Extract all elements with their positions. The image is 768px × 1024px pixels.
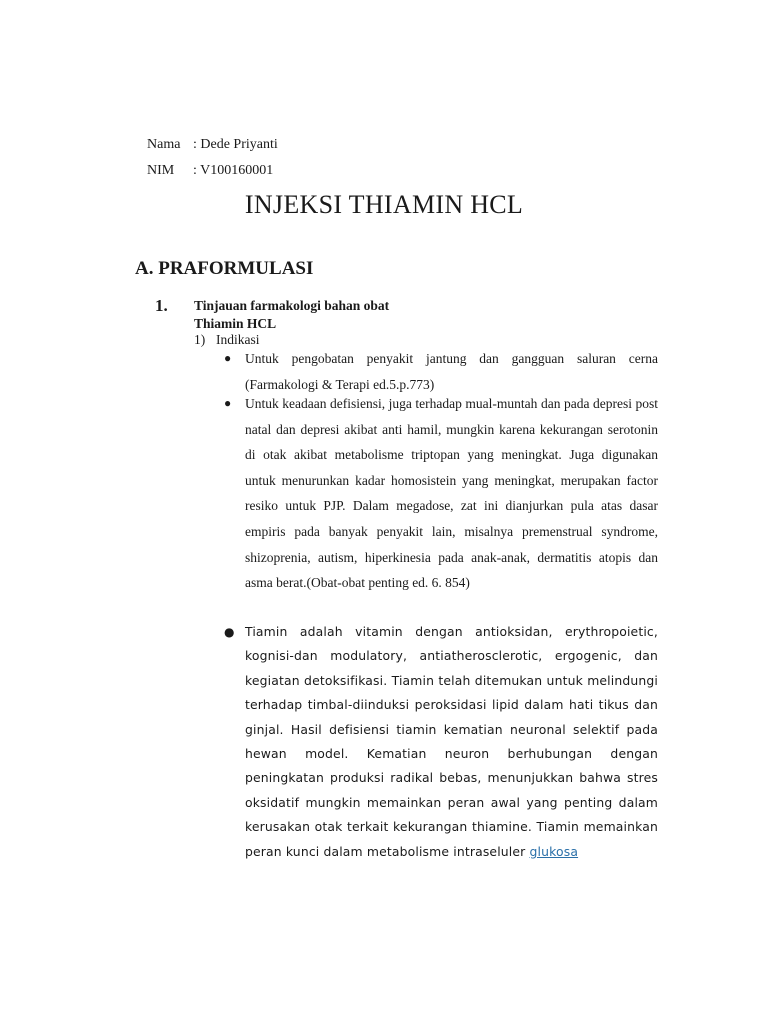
name-label: Nama xyxy=(147,137,181,152)
name-value: : Dede Priyanti xyxy=(193,137,278,152)
section-heading: A. PRAFORMULASI xyxy=(135,258,314,279)
bullet-dot-icon: ● xyxy=(224,625,235,639)
nim-label: NIM xyxy=(147,163,175,178)
subsection-title: Tinjauan farmakologi bahan obat xyxy=(194,298,390,313)
identity-name-row xyxy=(147,137,278,153)
indikasi-number: 1) xyxy=(194,332,206,347)
bullet-text-3: Tiamin adalah vitamin dengan antioksidan, erythropoietic, kognisi-dan modulatory, antiatherosclerotic, ergogenic, dan kegiatan detoksifikasi. Tiamin telah ditemukan untuk melindungi terhadap timbal-diinduksi peroksidasi lipid dalam hati tikus dan ginjal. Hasil defisiensi tiamin kematian neuronal selektif pada hewan model. Kematian neuron berhubungan dengan peningkatan produksi radikal bebas, menunjukkan bahwa stres oksidatif mungkin memainkan peran awal yang penting dalam kerusakan otak terkait kekurangan thiamine. Tiamin memainkan peran kunci dalam metabolisme intraseluler xyxy=(245,624,658,859)
document-title: INJEKSI THIAMIN HCL xyxy=(244,190,524,219)
bullet-item-1 xyxy=(224,346,658,397)
identity-nim-row xyxy=(147,163,273,179)
subsection-number: 1. xyxy=(155,296,168,315)
bullet-item-3 xyxy=(224,620,658,864)
nim-value: : V100160001 xyxy=(193,163,274,178)
bullet-dot-icon: ● xyxy=(224,351,232,365)
glukosa-link[interactable]: glukosa xyxy=(529,843,579,859)
bullet-text-2: Untuk keadaan defisiensi, juga terhadap mual-muntah dan pada depresi post natal dan depresi akibat anti hamil, mungkin karena kekurangan serotonin di otak akibat metabolisme triptopan yang meningkat. Juga digunakan untuk menurunkan kadar homosistein yang meningkat, merupakan factor resiko untuk PJP. Dalam megadose, zat ini dianjurkan pula atas dasar empiris pada banyak penyakit lain, misalnya premenstrual syndrome, shizoprenia, autism, hiperkinesia pada anak-anak, dermatitis atopis dan asma berat.(Obat-obat penting ed. 6. 854) xyxy=(245,396,658,591)
bullet-item-2 xyxy=(224,391,658,596)
subsection-subtitle: Thiamin HCL xyxy=(194,316,277,331)
bullet-text-1: Untuk pengobatan penyakit jantung dan gangguan saluran cerna (Farmakologi & Terapi ed.5.p.773) xyxy=(245,351,658,392)
bullet-dot-icon: ● xyxy=(224,396,232,410)
indikasi-label: Indikasi xyxy=(216,332,260,347)
